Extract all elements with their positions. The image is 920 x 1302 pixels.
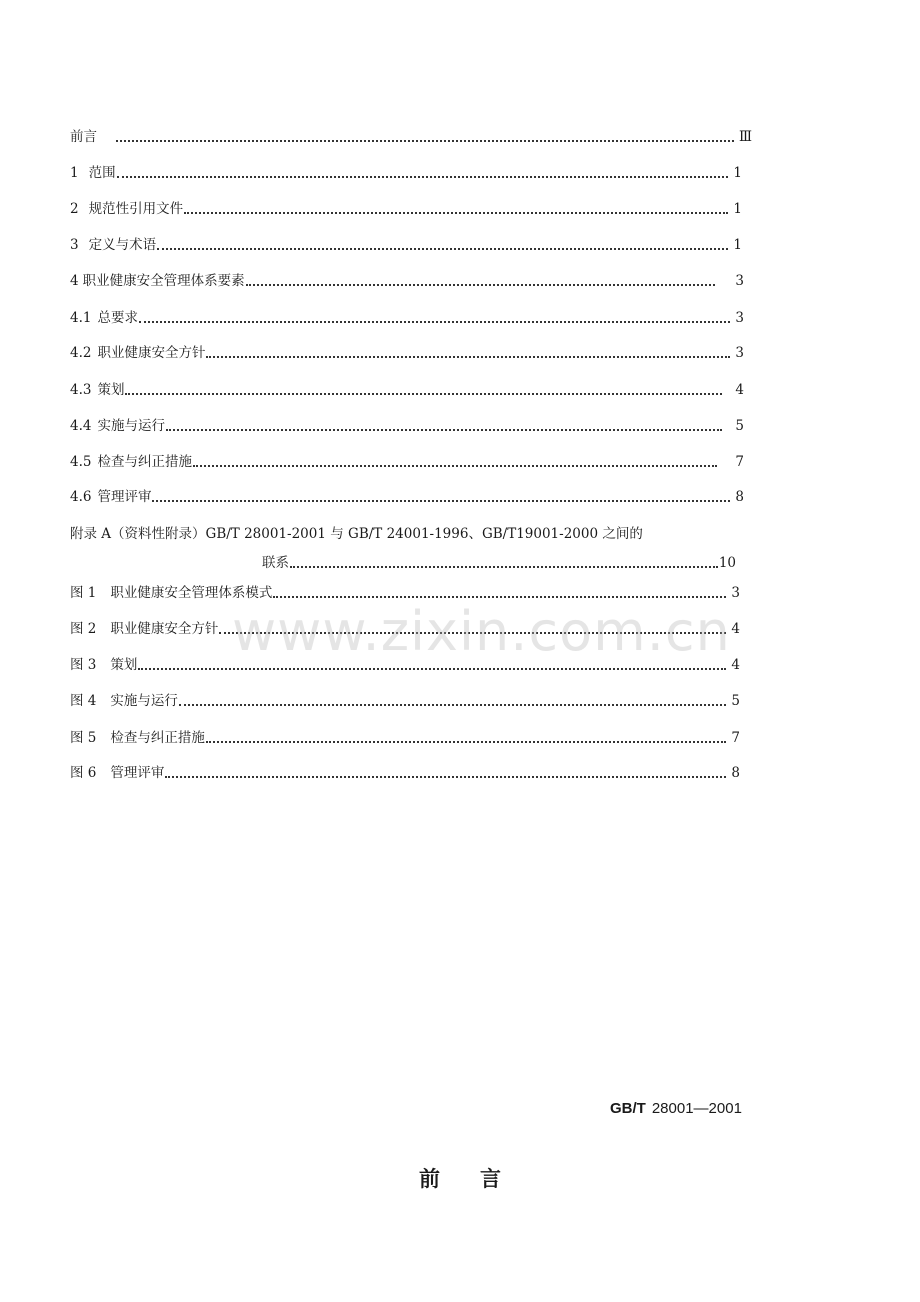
toc-row-foreword[interactable] bbox=[70, 126, 752, 148]
standard-code-prefix: GB/T bbox=[610, 1100, 646, 1117]
toc-leader-dots bbox=[152, 486, 730, 508]
toc-leader-dots bbox=[138, 654, 726, 676]
toc-number: 4.3 bbox=[70, 382, 92, 398]
toc-number: 4.4 bbox=[70, 418, 92, 434]
toc-page-number: 7 bbox=[731, 730, 740, 746]
toc-leader-dots bbox=[184, 198, 728, 220]
toc-number: 2 bbox=[70, 201, 79, 217]
toc-page-number: 10 bbox=[718, 555, 736, 571]
toc-title: 实施与运行 bbox=[110, 693, 178, 709]
toc-page-number: 3 bbox=[731, 585, 740, 601]
toc-leader-dots bbox=[165, 762, 726, 784]
toc-title: 范围 bbox=[88, 165, 116, 181]
toc-leader-dots bbox=[157, 234, 728, 256]
toc-page-number: 1 bbox=[733, 237, 742, 253]
toc-title: 实施与运行 bbox=[97, 418, 165, 434]
toc-page-number: 4 bbox=[735, 382, 744, 398]
toc-row-4-6[interactable] bbox=[70, 486, 744, 508]
toc-number: 4.2 bbox=[70, 345, 92, 361]
toc-page-number: 7 bbox=[735, 454, 744, 470]
toc-page-number: 8 bbox=[735, 489, 744, 505]
toc-title: 前言 bbox=[70, 129, 97, 145]
toc-title: 职业健康安全方针 bbox=[110, 621, 219, 637]
toc-leader-dots bbox=[139, 307, 730, 329]
toc-page-number: 5 bbox=[731, 693, 740, 709]
toc-title: 职业健康安全管理体系模式 bbox=[110, 585, 273, 601]
toc-leader-dots bbox=[117, 162, 729, 184]
toc-title: 定义与术语 bbox=[88, 237, 157, 253]
toc-number: 4.5 bbox=[70, 454, 92, 470]
toc-page-number: 4 bbox=[731, 657, 740, 673]
toc-leader-dots bbox=[219, 618, 726, 640]
toc-row-4-5[interactable] bbox=[70, 451, 744, 473]
toc-title: 联系 bbox=[262, 555, 289, 571]
toc-row-3[interactable] bbox=[70, 234, 742, 256]
toc-page-number: 5 bbox=[735, 418, 744, 434]
toc-leader-dots bbox=[116, 126, 734, 148]
toc-row-1[interactable] bbox=[70, 162, 742, 184]
toc-number: 4.1 bbox=[70, 310, 92, 326]
toc-leader-dots bbox=[273, 582, 726, 604]
toc-number: 3 bbox=[70, 237, 79, 253]
toc-title: 策划 bbox=[97, 382, 125, 398]
toc-leader-dots bbox=[193, 451, 717, 473]
toc-figure-number: 图 4 bbox=[70, 693, 97, 709]
toc-row-figure-6[interactable] bbox=[70, 762, 740, 784]
toc-row-4-1[interactable] bbox=[70, 307, 744, 329]
toc-title: 规范性引用文件 bbox=[88, 201, 184, 217]
toc-row-figure-3[interactable] bbox=[70, 654, 740, 676]
toc-page-number: 3 bbox=[735, 310, 744, 326]
toc-figure-number: 图 5 bbox=[70, 730, 97, 746]
section-heading: 前言 bbox=[419, 1167, 541, 1191]
toc-leader-dots bbox=[206, 727, 727, 749]
toc-title: 管理评审 bbox=[97, 489, 152, 505]
toc-figure-number: 图 3 bbox=[70, 657, 97, 673]
toc-row-figure-2[interactable] bbox=[70, 618, 740, 640]
toc-title: 检查与纠正措施 bbox=[97, 454, 192, 470]
toc-page-number: 8 bbox=[731, 765, 740, 781]
toc-row-4[interactable] bbox=[70, 270, 744, 292]
toc-appendix-title: 附录 A（资料性附录）GB/T 28001-2001 与 GB/T 24001-1996、GB/T19001-2000 之间的 bbox=[70, 526, 643, 542]
toc-row-4-3[interactable] bbox=[70, 379, 744, 401]
toc-figure-number: 图 1 bbox=[70, 585, 97, 601]
toc-leader-dots bbox=[206, 342, 730, 364]
toc-row-figure-1[interactable] bbox=[70, 582, 740, 604]
toc-leader-dots bbox=[246, 270, 716, 292]
toc-page-number: 4 bbox=[731, 621, 740, 637]
toc-row-figure-5[interactable] bbox=[70, 727, 740, 749]
toc-figure-number: 图 6 bbox=[70, 765, 97, 781]
toc-leader-dots bbox=[166, 415, 722, 437]
toc-page-number: 1 bbox=[733, 201, 742, 217]
watermark: www.zixin.com.cn bbox=[232, 600, 731, 663]
standard-code bbox=[610, 1100, 742, 1117]
toc-figure-number: 图 2 bbox=[70, 621, 97, 637]
toc-leader-dots bbox=[179, 690, 727, 712]
toc-page-number: 3 bbox=[735, 273, 744, 289]
toc-leader-dots bbox=[290, 552, 718, 574]
toc-page-number: 3 bbox=[735, 345, 744, 361]
toc-row-2[interactable] bbox=[70, 198, 742, 220]
toc-leader-dots bbox=[125, 379, 722, 401]
toc-number: 4.6 bbox=[70, 489, 92, 505]
standard-code-number: 28001—2001 bbox=[651, 1100, 742, 1117]
toc-title: 管理评审 bbox=[110, 765, 165, 781]
toc-title: 策划 bbox=[110, 657, 138, 673]
toc-title: 检查与纠正措施 bbox=[110, 730, 205, 746]
toc-page-number: Ⅲ bbox=[738, 129, 752, 145]
toc-title: 总要求 bbox=[97, 310, 138, 326]
toc-row-4-4[interactable] bbox=[70, 415, 744, 437]
toc-row-figure-4[interactable] bbox=[70, 690, 740, 712]
toc-title: 职业健康安全管理体系要素 bbox=[82, 273, 245, 289]
toc-number: 1 bbox=[70, 165, 79, 181]
toc-row-appendix[interactable] bbox=[262, 552, 736, 574]
toc-page-number: 1 bbox=[733, 165, 742, 181]
toc-row-4-2[interactable] bbox=[70, 342, 744, 364]
toc-number: 4 bbox=[70, 273, 79, 289]
toc-title: 职业健康安全方针 bbox=[97, 345, 206, 361]
